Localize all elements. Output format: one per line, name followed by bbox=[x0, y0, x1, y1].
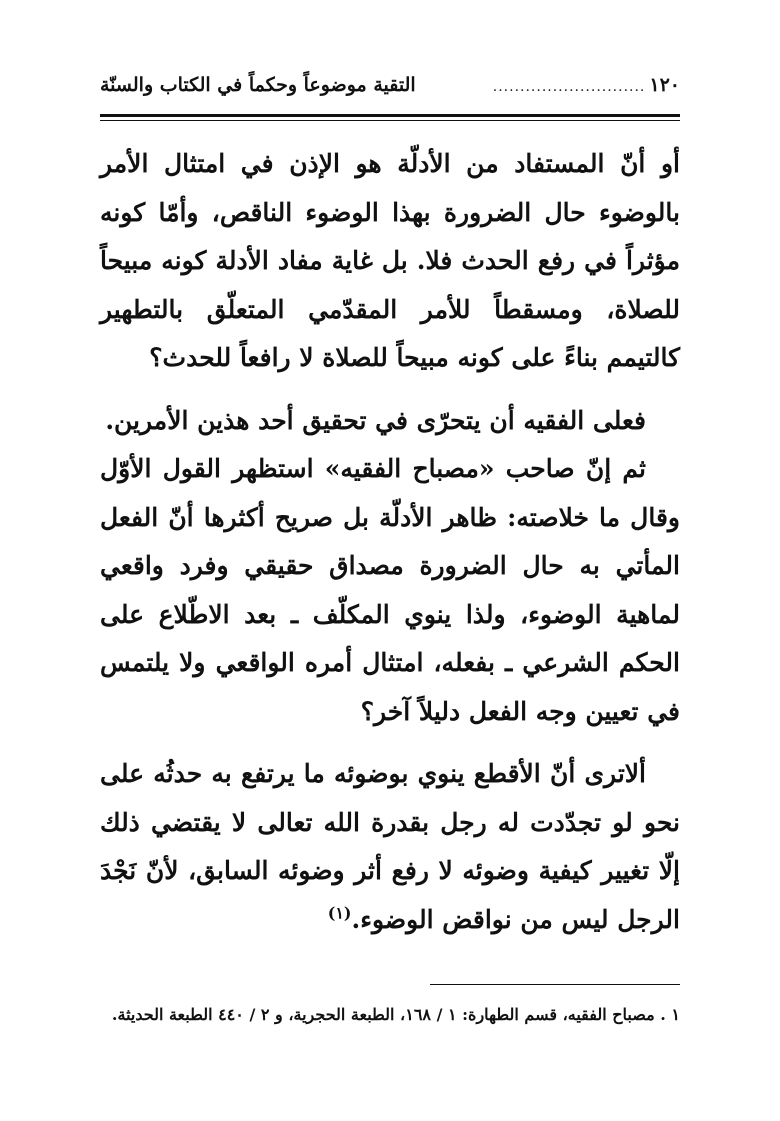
main-text bbox=[100, 140, 680, 944]
paragraph-3: ثم إنّ صاحب «مصباح الفقيه» استظهر القول الأوّل وقال ما خلاصته: ظاهر الأدلّة بل صريح أكثرها أنّ الفعل المأتي به حال الضرورة مصداق حقيقي وفرد واقعي لماهية الوضوء، ولذا ينوي المكلّف ـ بعد الاطّلاع على الحكم الشرعي ـ بفعله، امتثال أمره الواقعي ولا يلتمس في تعيين وجه الفعل دليلاً آخر؟ bbox=[100, 454, 680, 726]
leader-dots: ............................ bbox=[492, 79, 646, 95]
running-head bbox=[100, 74, 680, 108]
paragraph-4-text: ألاترى أنّ الأقطع ينوي بوضوئه ما يرتفع به حدثُه على نحو لو تجدّدت له رجل بقدرة الله تعالى لا يقتضي ذلك إلّا تغيير كيفية وضوئه لا رفع أثر وضوئه السابق، لأنّ نَجْدَ الرجل ليس من نواقض الوضوء. bbox=[100, 759, 680, 934]
header-rule-thick bbox=[100, 114, 680, 117]
running-title: التقية موضوعاً وحكماً في الكتاب والسنّة bbox=[100, 74, 416, 96]
page-number: ١٢٠ bbox=[649, 74, 680, 96]
paragraph-4 bbox=[100, 750, 680, 944]
footnote: ١ . مصباح الفقيه، قسم الطهارة: ١ / ١٦٨، الطبعة الحجرية، و ٢ / ٤٤٠ الطبعة الحديثة. bbox=[111, 1005, 680, 1024]
paragraph-1: أو أنّ المستفاد من الأدلّة هو الإذن في امتثال الأمر بالوضوء حال الضرورة بهذا الوضوء الناقص، وأمّا كونه مؤثراً في رفع الحدث فلا. بل غاية مفاد الأدلة كونه مبيحاً للصلاة، ومسقطاً للأمر المقدّمي المتعلّق بالتطهير كالتيمم بناءً على كونه مبيحاً للصلاة لا رافعاً للحدث؟ bbox=[100, 149, 680, 372]
header-rule-thin bbox=[100, 120, 680, 121]
footnote-rule bbox=[430, 984, 680, 985]
footnote-marker[interactable]: (١) bbox=[327, 903, 352, 923]
paragraph-2: فعلى الفقيه أن يتحرّى في تحقيق أحد هذين الأمرين. bbox=[105, 405, 646, 435]
